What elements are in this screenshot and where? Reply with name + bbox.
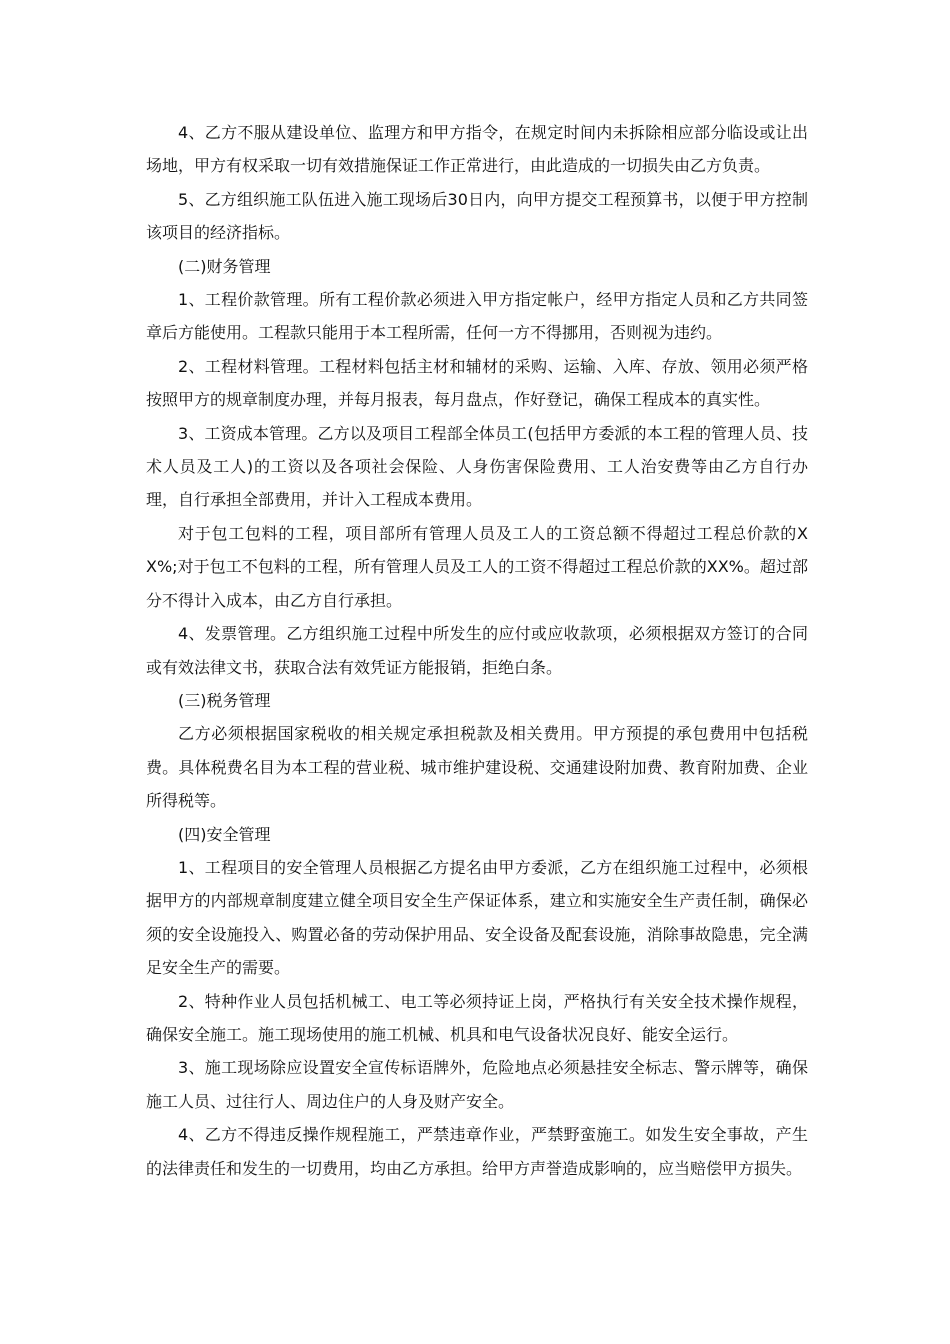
paragraph: 乙方必须根据国家税收的相关规定承担税款及相关费用。甲方预提的承包费用中包括税费。具体税费名目为本工程的营业税、城市维护建设税、交通建设附加费、教育附加费、企业所得税等。	[146, 724, 808, 811]
section-heading: (三)税务管理	[178, 690, 271, 710]
paragraph: 4、乙方不服从建设单位、监理方和甲方指令，在规定时间内未拆除相应部分临设或让出场地，甲方有权采取一切有效措施保证工作正常进行，由此造成的一切损失由乙方负责。	[146, 123, 808, 176]
paragraph: 1、工程价款管理。所有工程价款必须进入甲方指定帐户，经甲方指定人员和乙方共同签章后方能使用。工程款只能用于本工程所需，任何一方不得挪用，否则视为违约。	[146, 290, 808, 343]
document-body	[146, 116, 808, 1185]
section-heading: (二)财务管理	[178, 256, 271, 276]
paragraph: 5、乙方组织施工队伍进入施工现场后30日内，向甲方提交工程预算书，以便于甲方控制该项目的经济指标。	[146, 189, 808, 243]
paragraph: 2、特种作业人员包括机械工、电工等必须持证上岗，严格执行有关安全技术操作规程，确保安全施工。施工现场使用的施工机械、机具和电气设备状况良好、能安全运行。	[146, 991, 808, 1044]
paragraph: 3、工资成本管理。乙方以及项目工程部全体员工(包括甲方委派的本工程的管理人员、技术人员及工人)的工资以及各项社会保险、人身伤害保险费用、工人治安费等由乙方自行办理，自行承担全部费用，并计入工程成本费用。	[146, 423, 808, 510]
section-heading: (四)安全管理	[178, 824, 271, 844]
paragraph: 4、发票管理。乙方组织施工过程中所发生的应付或应收款项，必须根据双方签订的合同或有效法律文书，获取合法有效凭证方能报销，拒绝白条。	[146, 624, 808, 677]
paragraph: 1、工程项目的安全管理人员根据乙方提名由甲方委派，乙方在组织施工过程中，必须根据甲方的内部规章制度建立健全项目安全生产保证体系，建立和实施安全生产责任制，确保必须的安全设施投入、购置必备的劳动保护用品、安全设备及配套设施，消除事故隐患，完全满足安全生产的需要。	[146, 857, 808, 978]
paragraph: 3、施工现场除应设置安全宣传标语牌外，危险地点必须悬挂安全标志、警示牌等，确保施工人员、过往行人、周边住户的人身及财产安全。	[146, 1058, 808, 1111]
paragraph: 4、乙方不得违反操作规程施工，严禁违章作业，严禁野蛮施工。如发生安全事故，产生的法律责任和发生的一切费用，均由乙方承担。给甲方声誉造成影响的，应当赔偿甲方损失。	[146, 1125, 808, 1178]
paragraph: 2、工程材料管理。工程材料包括主材和辅材的采购、运输、入库、存放、领用必须严格按照甲方的规章制度办理，并每月报表，每月盘点，作好登记，确保工程成本的真实性。	[146, 356, 808, 410]
paragraph: 对于包工包料的工程，项目部所有管理人员及工人的工资总额不得超过工程总价款的XX%;对于包工不包料的工程，所有管理人员及工人的工资不得超过工程总价款的XX%。超过部分不得计入成本，由乙方自行承担。	[146, 523, 808, 610]
